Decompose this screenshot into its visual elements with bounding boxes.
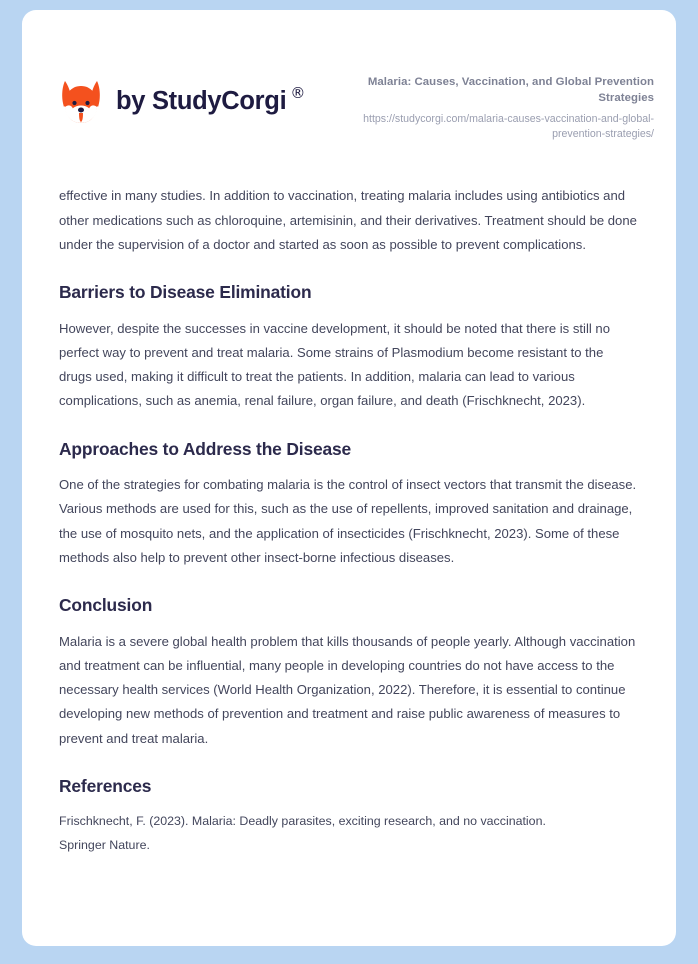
- reference-entry: Frischknecht, F. (2023). Malaria: Deadly parasites, exciting research, and no vaccination. Springer Nature.: [59, 814, 546, 852]
- page-title: Malaria: Causes, Vaccination, and Global Prevention Strategies: [367, 76, 654, 105]
- registered-trademark-icon: ®: [290, 84, 306, 103]
- section-paragraph: Malaria is a severe global health problem that kills thousands of people yearly. Although vaccination and treatment can be influential, many people in developing countries do not have access to the necessary health services (World Health Organization, 2022). Therefore, it is essential to continue developing new methods of prevention and treatment and raise public awareness of measures to prevent and treat malaria.: [59, 633, 636, 746]
- document-page: [22, 10, 676, 946]
- section-heading: Approaches to Address the Disease: [59, 438, 352, 459]
- document-header: [22, 10, 676, 142]
- header-meta: [324, 72, 654, 142]
- section-barriers: [59, 281, 639, 414]
- corgi-head-icon: [59, 78, 103, 126]
- intro-paragraph: effective in many studies. In addition to vaccination, treating malaria includes using antibiotics and other medications such as chloroquine, artemisinin, and their derivatives. Treatment should be done under the supervision of a doctor and started as soon as possible to prevent complications.: [59, 188, 637, 252]
- brand-name: by StudyCorgi: [116, 87, 287, 116]
- references-heading: References: [59, 775, 152, 796]
- studycorgi-logo[interactable]: [59, 72, 305, 126]
- source-url[interactable]: https://studycorgi.com/malaria-causes-vaccination-and-global-prevention-strategies/: [363, 113, 654, 141]
- brand-wordmark: [116, 84, 306, 116]
- section-conclusion: [59, 594, 639, 751]
- section-paragraph: One of the strategies for combating malaria is the control of insect vectors that transmit the disease. Various methods are used for this, such as the use of repellents, improved sanitation and drainage, the use of mosquito nets, and the application of insecticides (Frischknecht, 2023). Some of these methods also help to prevent other insect-borne infectious diseases.: [59, 477, 637, 565]
- section-heading: Conclusion: [59, 595, 153, 616]
- section-heading: Barriers to Disease Elimination: [59, 282, 312, 303]
- section-approaches: [59, 438, 639, 571]
- section-paragraph: However, despite the successes in vaccine development, it should be noted that there is still no perfect way to prevent and treat malaria. Some strains of Plasmodium become resistant to the drugs used, making it difficult to treat the patients. In addition, malaria can lead to various complications, such as anemia, renal failure, organ failure, and death (Frischknecht, 2023).: [59, 320, 610, 409]
- document-body: [22, 184, 676, 857]
- section-references: [59, 775, 639, 858]
